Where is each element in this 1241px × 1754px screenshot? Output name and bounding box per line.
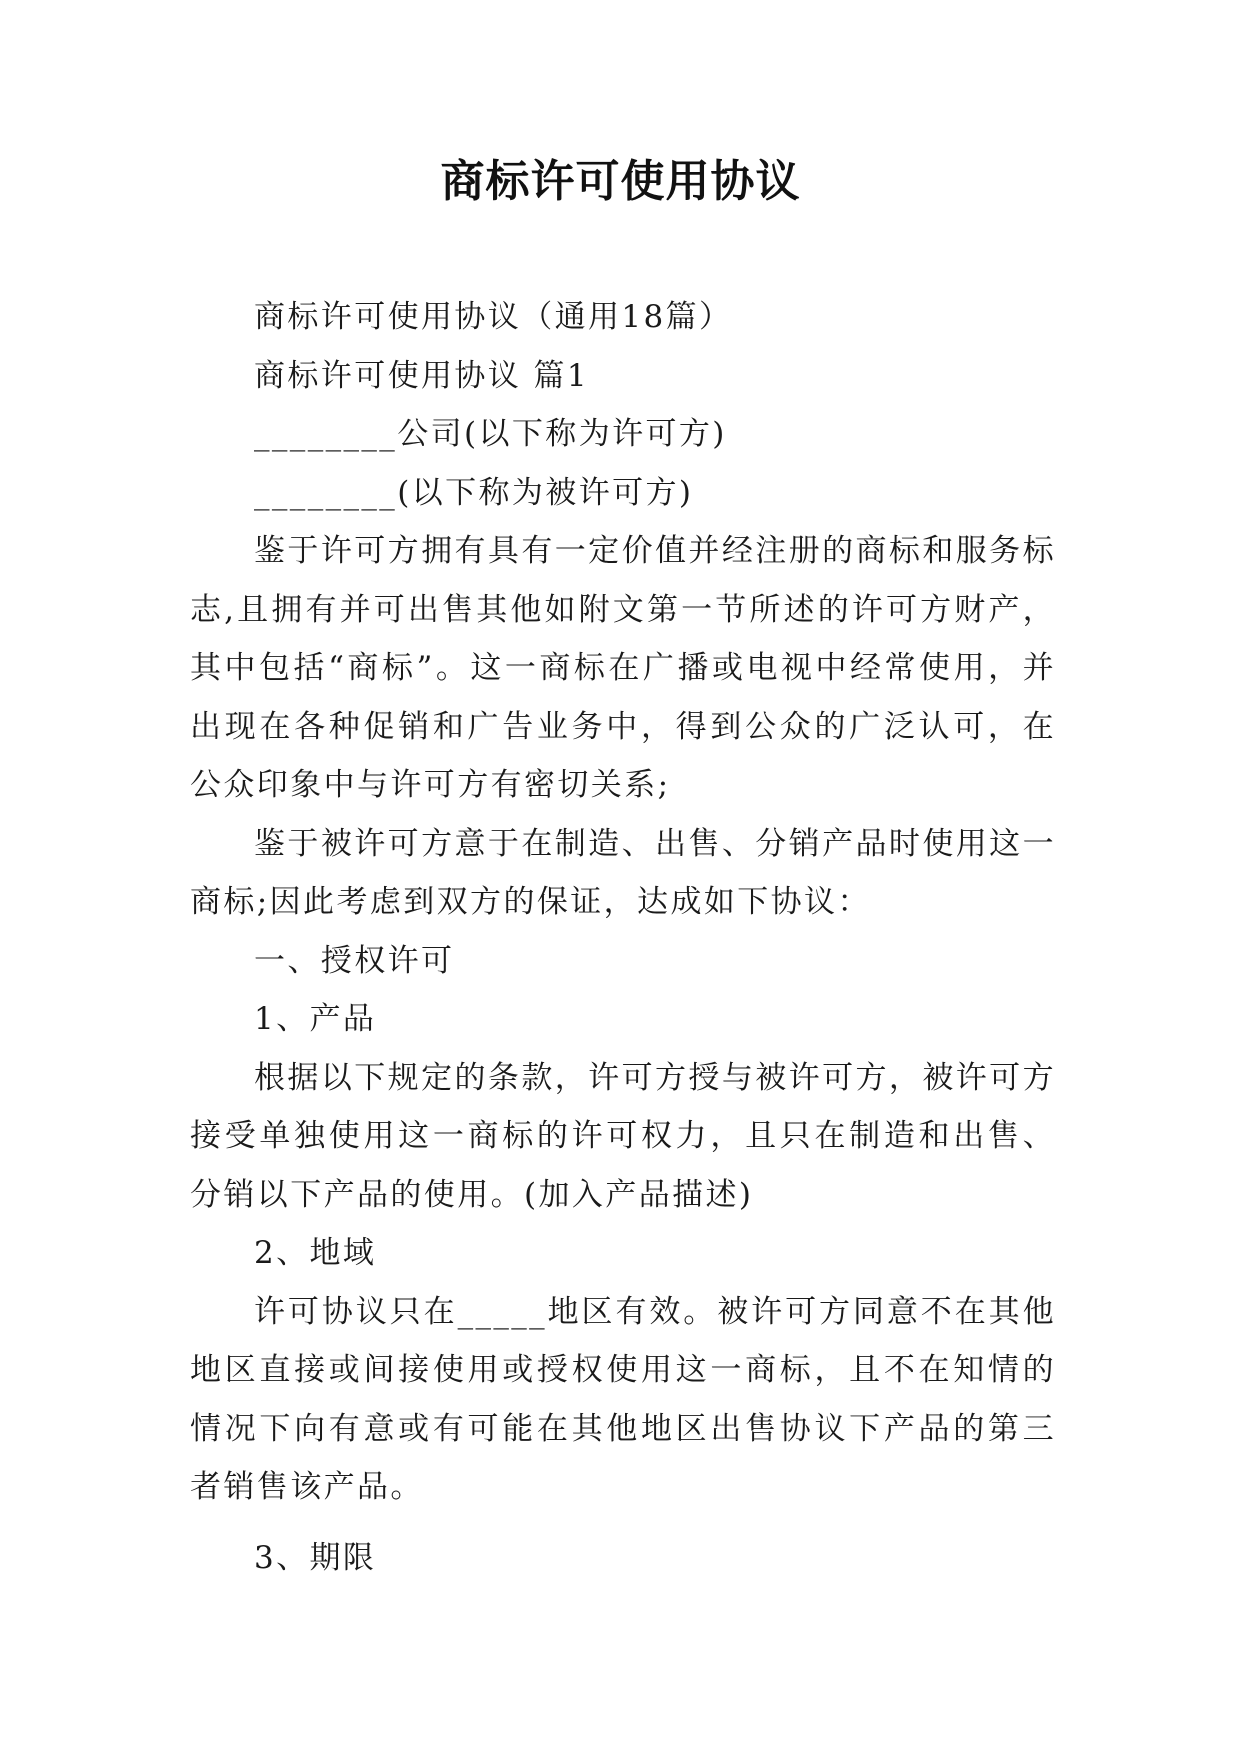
paragraph-territory: 许可协议只在_____地区有效。被许可方同意不在其他地区直接或间接使用或授权使用这一商标，且不在知情的情况下向有意或有可能在其他地区出售协议下产品的第三者销售该产品。 — [190, 1293, 1056, 1505]
section-heading-grant: 一、授权许可 — [254, 942, 455, 979]
paragraph-chapter-heading: 商标许可使用协议 篇1 — [254, 357, 589, 394]
document-body — [190, 288, 1056, 1587]
paragraph-licensee: ________(以下称为被许可方) — [254, 474, 694, 511]
clause-heading-term: 3、期限 — [254, 1539, 377, 1576]
paragraph-whereas-licensee: 鉴于被许可方意于在制造、出售、分销产品时使用这一商标;因此考虑到双方的保证，达成如下协议： — [190, 825, 1056, 920]
paragraph-whereas-licensor: 鉴于许可方拥有具有一定价值并经注册的商标和服务标志,且拥有并可出售其他如附文第一节所述的许可方财产，其中包括“商标”。这一商标在广播或电视中经常使用，并出现在各种促销和广告业务中，得到公众的广泛认可，在公众印象中与许可方有密切关系; — [190, 533, 1056, 803]
clause-heading-product: 1、产品 — [254, 1001, 377, 1037]
clause-heading-territory: 2、地域 — [254, 1235, 377, 1271]
paragraph-product: 根据以下规定的条款，许可方授与被许可方，被许可方接受单独使用这一商标的许可权力，且只在制造和出售、分销以下产品的使用。(加入产品描述) — [190, 1059, 1056, 1213]
paragraph-licensor: ________公司(以下称为许可方) — [254, 416, 727, 452]
paragraph-subtitle: 商标许可使用协议（通用18篇） — [254, 299, 733, 335]
document-title: 商标许可使用协议 — [440, 156, 801, 207]
